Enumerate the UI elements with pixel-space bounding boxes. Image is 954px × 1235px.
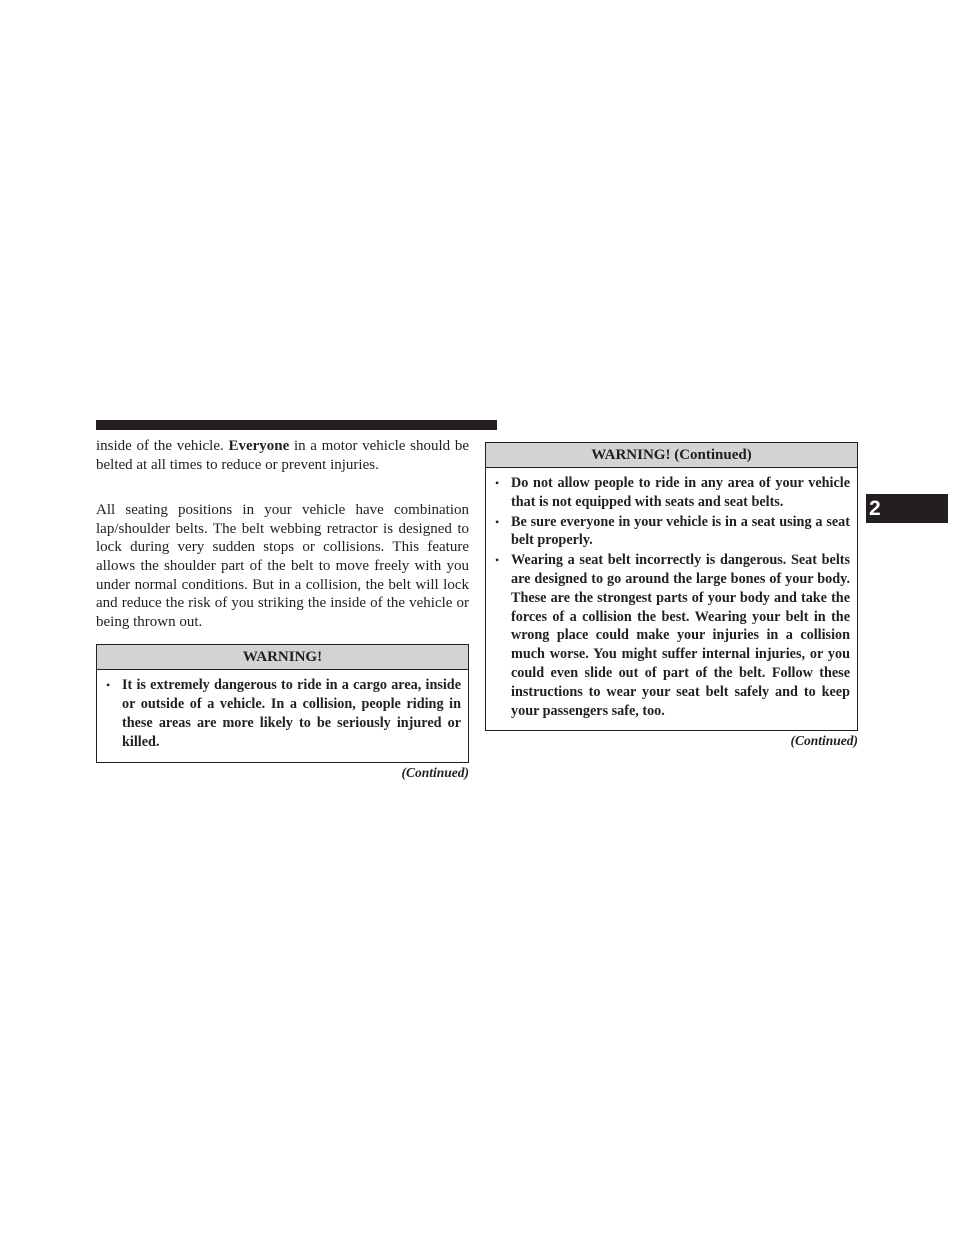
section-header-rule bbox=[96, 420, 497, 430]
continued-label: (Continued) bbox=[401, 764, 469, 780]
warning-item: • Wearing a seat belt incorrectly is dangerous. Seat belts are designed to go around the large bones of your body. These are the strongest parts of your body and take the forces of a collision the best. Wearing your belt in the wrong place could make your injuries in a collision much worse. You might suffer internal injuries, or you could even slide out of part of the belt. Follow these instructions to wear your seat belt safely and to keep your passengers safe, too. bbox=[495, 552, 850, 719]
warning-item: • Do not allow people to ride in any area of your vehicle that is not equipped with seats and seat belts. bbox=[495, 475, 850, 510]
everyone-emphasis: Everyone bbox=[228, 438, 290, 454]
continued-label: (Continued) bbox=[790, 733, 858, 749]
warning-title: WARNING! bbox=[97, 645, 468, 670]
warning-item: • It is extremely dangerous to ride in a cargo area, inside or outside of a vehicle. In a collision, people riding in these areas are more likely to be seriously injured or killed. bbox=[106, 677, 461, 750]
left-column bbox=[96, 437, 469, 781]
right-column bbox=[485, 442, 858, 749]
warning-item: • Be sure everyone in your vehicle is in a seat using a seat belt properly. bbox=[495, 513, 850, 549]
warning-list bbox=[97, 670, 468, 761]
warning-box bbox=[96, 644, 469, 762]
section-tab: 2 bbox=[866, 494, 948, 523]
bullet-icon: • bbox=[495, 476, 500, 490]
bullet-icon: • bbox=[495, 514, 500, 529]
bullet-icon: • bbox=[106, 678, 111, 693]
intro-paragraph: inside of the vehicle. Everyone in a motor vehicle should be belted at all times to reduce or prevent injuries. bbox=[96, 438, 469, 473]
warning-continued-box bbox=[485, 442, 858, 731]
bullet-icon: • bbox=[495, 553, 500, 568]
seat-belt-paragraph: All seating positions in your vehicle have combination lap/shoulder belts. The belt webbing retractor is designed to lock during very sudden stops or collisions. This feature allows the shoulder part of the belt to move freely with you under normal conditions. But in a collision, the belt will lock and reduce the risk of you striking the inside of the vehicle or being thrown out. bbox=[96, 502, 469, 630]
warning-continued-list bbox=[486, 468, 857, 730]
warning-continued-title: WARNING! (Continued) bbox=[486, 443, 857, 468]
